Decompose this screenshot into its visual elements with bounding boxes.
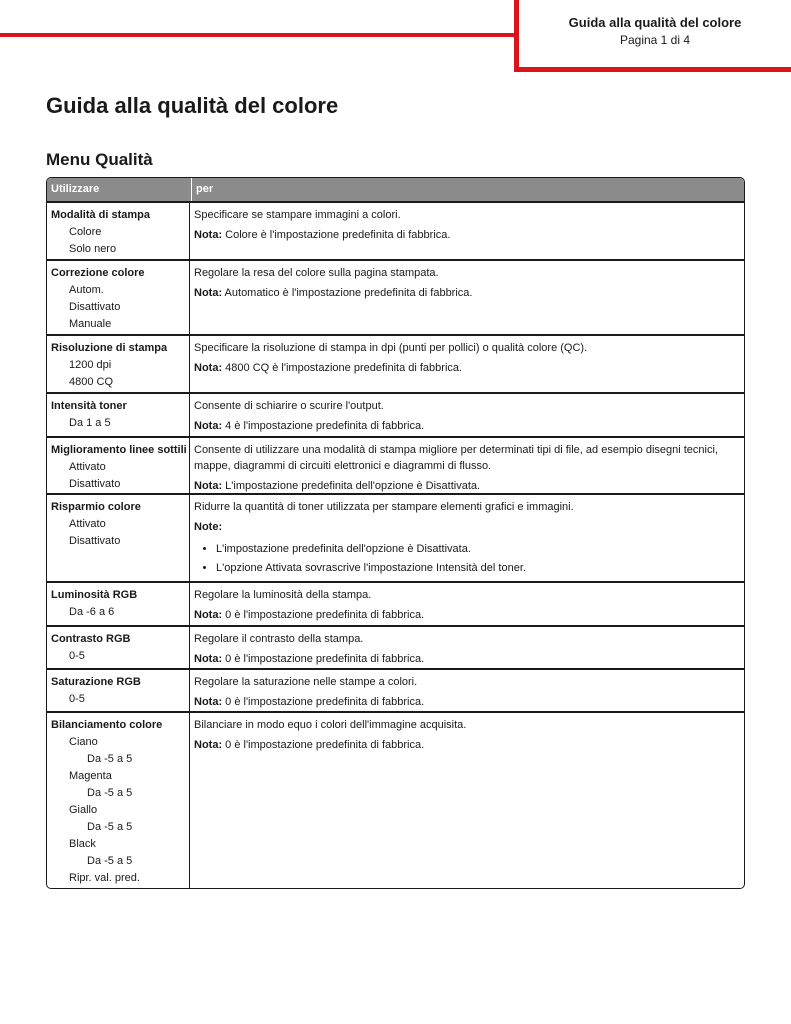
setting-description: Regolare la luminosità della stampa. — [194, 589, 372, 601]
table-row — [47, 334, 744, 392]
note-label: Nota: — [194, 480, 223, 492]
setting-note — [194, 607, 738, 623]
setting-option: Colore — [69, 226, 102, 238]
section-title: Menu Qualità — [46, 150, 153, 169]
setting-label: Intensità toner — [51, 400, 127, 412]
table-row — [47, 711, 744, 888]
list-item: • L'opzione Attivata sovrascrive l'impostazione Intensità del toner. — [216, 559, 738, 578]
setting-option: 0-5 — [69, 693, 85, 705]
setting-label: Correzione colore — [51, 267, 145, 279]
row-setting-cell — [47, 713, 190, 888]
setting-description: Ridurre la quantità di toner utilizzata per stampare elementi grafici e immagini. — [194, 501, 574, 513]
quality-menu-table — [46, 177, 745, 889]
row-description-cell — [190, 394, 744, 436]
setting-option: Da -6 a 6 — [69, 606, 115, 618]
table-row — [47, 259, 744, 334]
setting-note — [194, 360, 738, 376]
row-description-cell — [190, 670, 744, 711]
row-setting-cell — [47, 394, 190, 436]
note-label: Nota: — [194, 287, 223, 299]
note-label: Nota: — [194, 653, 223, 665]
setting-notes-heading — [194, 519, 738, 535]
note-label: Nota: — [194, 420, 223, 432]
running-header — [519, 14, 791, 49]
setting-option: Ciano — [69, 736, 98, 748]
setting-option: Giallo — [69, 804, 98, 816]
setting-note — [194, 737, 738, 753]
setting-label: Contrasto RGB — [51, 633, 131, 645]
header-rule-bottom — [514, 67, 791, 72]
note-text: 0 è l'impostazione predefinita di fabbrica. — [222, 653, 425, 665]
running-header-title: Guida alla qualità del colore — [568, 15, 742, 30]
table-row — [47, 436, 744, 493]
column-header-for: per — [196, 183, 214, 195]
row-setting-cell — [47, 203, 190, 259]
setting-description: Regolare il contrasto della stampa. — [194, 633, 364, 645]
note-label: Nota: — [194, 362, 223, 374]
setting-label: Miglioramento linee sottili — [51, 444, 187, 456]
row-setting-cell — [47, 438, 190, 493]
setting-option-range: Da -5 a 5 — [87, 753, 133, 765]
setting-option-range: Da -5 a 5 — [87, 787, 133, 799]
row-description-cell — [190, 495, 744, 581]
note-text: 4800 CQ è l'impostazione predefinita di fabbrica. — [222, 362, 463, 374]
table-row — [47, 201, 744, 259]
setting-description: Specificare se stampare immagini a colori. — [194, 209, 401, 221]
setting-label: Modalità di stampa — [51, 209, 151, 221]
table-header — [47, 178, 744, 201]
setting-option: Ripr. val. pred. — [69, 872, 140, 884]
table-row — [47, 668, 744, 711]
column-header-use: Utilizzare — [47, 178, 192, 201]
page-title: Guida alla qualità del colore — [46, 93, 339, 118]
setting-note — [194, 285, 738, 301]
setting-description: Consente di utilizzare una modalità di stampa migliore per determinati tipi di file, ad esempio disegni tecnici, mappe, diagrammi di circuiti elettronici e diagrammi di flusso. — [194, 444, 718, 472]
note-text: 4 è l'impostazione predefinita di fabbrica. — [222, 420, 425, 432]
list-item: • L'impostazione predefinita dell'opzione è Disattivata. — [216, 540, 738, 559]
row-description-cell — [190, 336, 744, 392]
setting-option: Disattivato — [69, 478, 121, 490]
note-text: Colore è l'impostazione predefinita di fabbrica. — [222, 229, 451, 241]
table-row — [47, 581, 744, 625]
note-text: 0 è l'impostazione predefinita di fabbrica. — [222, 696, 425, 708]
setting-note — [194, 478, 738, 494]
note-label: Nota: — [194, 739, 223, 751]
setting-option: Magenta — [69, 770, 112, 782]
row-setting-cell — [47, 336, 190, 392]
setting-note — [194, 651, 738, 667]
setting-option: Solo nero — [69, 243, 117, 255]
setting-option-range: Da -5 a 5 — [87, 855, 133, 867]
setting-option-range: Da -5 a 5 — [87, 821, 133, 833]
setting-description: Consente di schiarire o scurire l'output. — [194, 400, 384, 412]
row-description-cell — [190, 203, 744, 259]
setting-label: Risparmio colore — [51, 501, 141, 513]
setting-option: Autom. — [69, 284, 104, 296]
row-description-cell — [190, 713, 744, 888]
setting-option: 1200 dpi — [69, 359, 112, 371]
setting-option: Manuale — [69, 318, 112, 330]
setting-option: Da 1 a 5 — [69, 417, 111, 429]
setting-description: Regolare la resa del colore sulla pagina stampata. — [194, 267, 439, 279]
row-setting-cell — [47, 495, 190, 581]
note-text: 0 è l'impostazione predefinita di fabbrica. — [222, 609, 425, 621]
note-label: Nota: — [194, 696, 223, 708]
setting-option: Black — [69, 838, 96, 850]
setting-label: Saturazione RGB — [51, 676, 141, 688]
setting-description: Regolare la saturazione nelle stampe a colori. — [194, 676, 418, 688]
setting-option: Disattivato — [69, 535, 121, 547]
header-rule-horizontal — [0, 33, 519, 37]
setting-option: 0-5 — [69, 650, 85, 662]
setting-note — [194, 227, 738, 243]
setting-label: Risoluzione di stampa — [51, 342, 168, 354]
note-text: L'impostazione predefinita dell'opzione è Disattivata. — [222, 480, 481, 492]
note-text: 0 è l'impostazione predefinita di fabbrica. — [222, 739, 425, 751]
row-setting-cell — [47, 261, 190, 334]
row-description-cell — [190, 261, 744, 334]
row-description-cell — [190, 438, 744, 493]
setting-option: 4800 CQ — [69, 376, 114, 388]
table-row — [47, 392, 744, 436]
setting-label: Luminosità RGB — [51, 589, 138, 601]
setting-label: Bilanciamento colore — [51, 719, 163, 731]
setting-option: Disattivato — [69, 301, 121, 313]
note-label: Nota: — [194, 609, 223, 621]
setting-option: Attivato — [69, 518, 106, 530]
table-row — [47, 493, 744, 581]
setting-description: Specificare la risoluzione di stampa in dpi (punti per pollici) o qualità colore (QC). — [194, 342, 588, 354]
row-description-cell — [190, 583, 744, 625]
notes-list — [194, 540, 738, 578]
setting-description: Bilanciare in modo equo i colori dell'immagine acquisita. — [194, 719, 467, 731]
setting-note — [194, 694, 738, 710]
note-text: Automatico è l'impostazione predefinita di fabbrica. — [222, 287, 473, 299]
setting-note — [194, 418, 738, 434]
row-setting-cell — [47, 627, 190, 668]
page-number: Pagina 1 di 4 — [619, 33, 691, 47]
row-setting-cell — [47, 583, 190, 625]
setting-option: Attivato — [69, 461, 106, 473]
notes-label: Note: — [194, 521, 223, 533]
row-description-cell — [190, 627, 744, 668]
row-setting-cell — [47, 670, 190, 711]
note-label: Nota: — [194, 229, 223, 241]
table-row — [47, 625, 744, 668]
